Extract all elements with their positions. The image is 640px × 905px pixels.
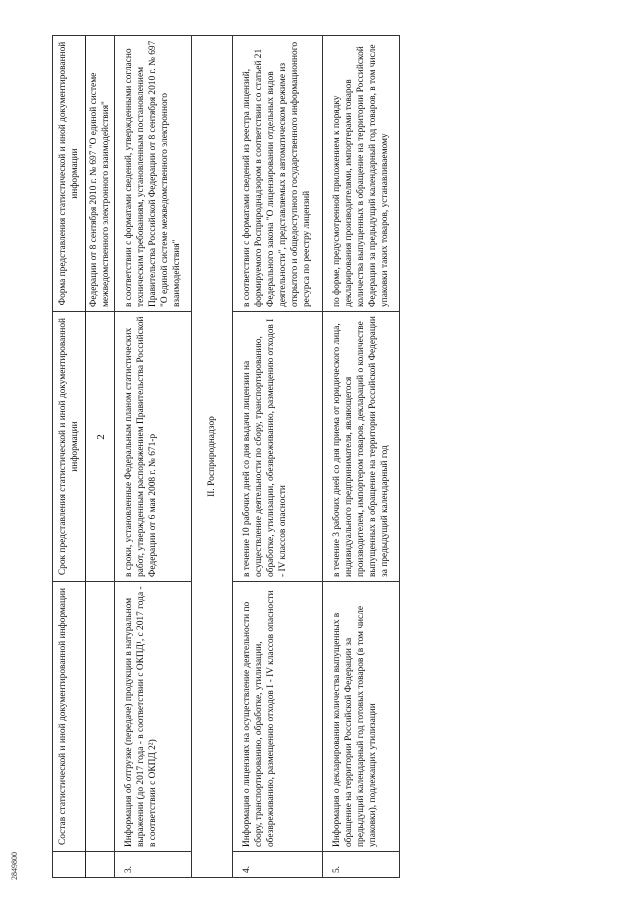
page-number: 2 (95, 434, 107, 440)
row-form: в соответствии с форматами сведений, утвержденными согласно техническим требованиям, установленным постановлением Правительства Российской Федерации от 8 сентября 2010 г. № 697 "О единой системе межведомственного электронного взаимодействия" (115, 36, 192, 312)
carry-over-col1 (86, 582, 115, 852)
row-composition: Информация о лицензиях на осуществление деятельности по сбору, транспортированию, обработке, утилизации, обезвреживанию, размещению отходов I - IV классов опасности (233, 582, 322, 852)
carry-over-num (86, 852, 115, 878)
row-number: 4. (233, 852, 322, 878)
header-num-cell (53, 852, 86, 878)
row-deadline: в течение 3 рабочих дней со дня приема от юридического лица, индивидуального предпринимателя, являющегося производителем, импортером товаров, деклараций о количестве выпущенных в обращение на территории Российской Федерации за предыдущий календарный год (322, 312, 399, 582)
table-row (115, 36, 192, 878)
carry-over-col2 (86, 312, 115, 582)
table-header-row (53, 36, 86, 878)
row-number: 3. (115, 852, 192, 878)
document-code: 2849800 (10, 852, 19, 880)
document-table-rotated (52, 36, 612, 878)
header-form: Форма представления статистической и иной документированной информации (53, 36, 86, 312)
row-form: по форме, предусмотренной приложением к порядку декларирования производителями, импортерами товаров количества выпущенных в обращение на территории Российской Федерации за предыдущий календарный год товаров, в том числе упаковки таких товаров, устанавливаемому (322, 36, 399, 312)
carry-over-col3: Федерации от 8 сентября 2010 г. № 697 "О единой системе межведомственного электронного взаимодействия" (86, 36, 115, 312)
row-composition: Информация о декларировании количества выпущенных в обращение на территории Российской Федерации за предыдущий календарный год готовых товаров (в том числе упаковки), подлежащих утилизации (322, 582, 399, 852)
section-title: II. Росприроднадзор (192, 36, 233, 878)
row-deadline: в сроки, установленные Федеральным планом статистических работ, утвержденным распоряжением Правительства Российской Федерации от 6 мая 2008 г. № 671-р (115, 312, 192, 582)
row-deadline: в течение 10 рабочих дней со дня выдачи лицензии на осуществление деятельности по сбору, транспортированию, обработке, утилизации, обезвреживанию, размещению отходов I - IV классов опасности (233, 312, 322, 582)
section-row (192, 36, 233, 878)
header-deadline: Срок представления статистической и иной документированной информации (53, 312, 86, 582)
row-number: 5. (322, 852, 399, 878)
info-table (52, 35, 400, 878)
row-form: в соответствии с форматами сведений из реестра лицензий, формируемого Росприроднадзором в соответствии со статьей 21 Федерального закона "О лицензировании отдельных видов деятельности", представляемых в автоматическом режиме из открытого и общедоступного государственного информационного ресурса по реестру лицензий (233, 36, 322, 312)
table-row (322, 36, 399, 878)
header-composition: Состав статистической и иной документированной информации (53, 582, 86, 852)
row-composition: Информация об отгрузке (передаче) продукции в натуральном выражении (до 2017 года - в соответствии с ОКПД¹, с 2017 года - в соответствии с ОКПД 2²) (115, 582, 192, 852)
carry-over-row (86, 36, 115, 878)
table-row (233, 36, 322, 878)
